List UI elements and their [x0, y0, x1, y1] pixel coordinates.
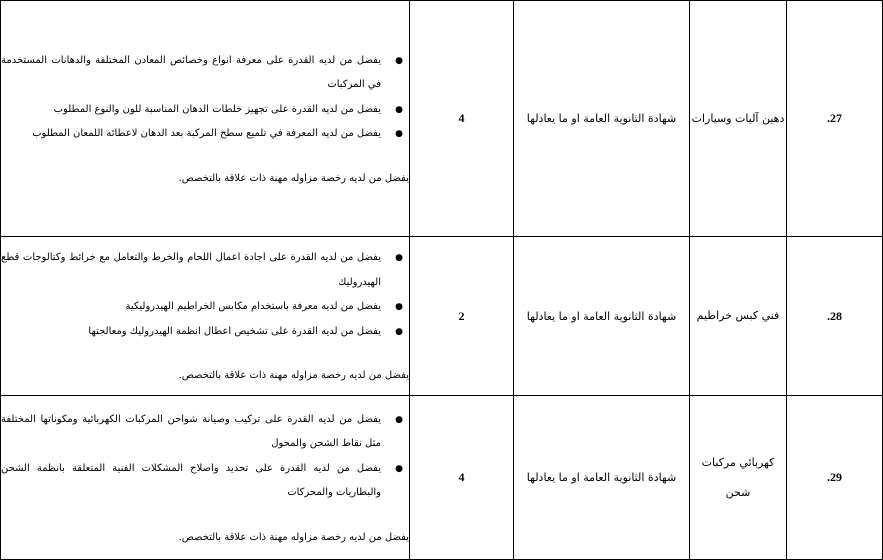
bullet-icon: ●	[395, 104, 403, 115]
list-item: ● يفضل من لديه القدرة على اجادة اعمال اللحام والخرط والتعامل مع خرائط وكتالوجات قطع الهيدروليك	[1, 246, 381, 295]
bullet-icon: ●	[395, 463, 403, 474]
education-requirement: شهادة الثانوية العامة او ما يعادلها	[514, 237, 690, 396]
requirements-cell	[1, 237, 410, 396]
requirements-list	[1, 246, 409, 344]
job-title: دهين آليات وسيارات	[690, 1, 787, 237]
list-item: ● يفضل من لديه القدرة على معرفة انواع وخصائص المعادن المختلفة والدهانات المستخدمة في المركبات	[1, 49, 381, 98]
bullet-icon: ●	[395, 302, 403, 312]
education-requirement: شهادة الثانوية العامة او ما يعادلها	[514, 1, 690, 237]
row-number: .27	[787, 1, 883, 237]
job-title: كهربائي مركبات شحن	[690, 396, 787, 560]
bullet-icon: ●	[395, 326, 403, 337]
row-number: .29	[787, 396, 883, 560]
license-note: يفضل من لديه رخصة مزاوله مهنة ذات علاقة بالتخصص.	[178, 172, 409, 184]
list-item: ● يفضل من لديه المعرفة في تلميع سطح المركبة بعد الدهان لاعطائه اللمعان المطلوب	[1, 122, 381, 147]
requirements-list	[1, 49, 409, 147]
list-item: ● يفضل من لديه القدرة على تشخيص اعطال انظمة الهيدروليك ومعالجتها	[1, 320, 381, 345]
requirements-cell	[1, 396, 410, 560]
bullet-icon: ●	[395, 414, 403, 425]
table-row	[1, 1, 883, 237]
requirements-list	[1, 408, 409, 506]
job-title: فني كبس خراطيم	[690, 237, 787, 396]
requirements-cell	[1, 1, 410, 237]
education-requirement: شهادة الثانوية العامة او ما يعادلها	[514, 396, 690, 560]
bullet-icon: ●	[395, 129, 403, 139]
position-count: 2	[410, 237, 514, 396]
bullet-icon: ●	[395, 55, 403, 66]
table-row	[1, 396, 883, 560]
position-count: 4	[410, 396, 514, 560]
license-note: يفضل من لديه رخصة مزاوله مهنة ذات علاقة بالتخصص.	[178, 370, 409, 381]
position-count: 4	[410, 1, 514, 237]
list-item: ● يفضل من لديه القدرة على تحديد واصلاح المشكلات الفنية المتعلقة بانظمة الشحن والبطاريات والمحركات	[1, 457, 381, 506]
list-item: ● يفضل من لديه القدرة على تجهيز خلطات الدهان المناسبة للون والنوع المطلوب	[1, 98, 381, 123]
bullet-icon: ●	[395, 253, 403, 263]
row-number: .28	[787, 237, 883, 396]
list-item: ● يفضل من لديه القدرة على تركيب وصيانة شواحن المركبات الكهربائية ومكوناتها المختلفة مثل نقاط الشحن والمحول	[1, 408, 381, 457]
list-item: ● يفضل من لديه معرفة باستخدام مكابس الخراطيم الهيدروليكية	[1, 295, 381, 320]
license-note: يفضل من لديه رخصة مزاوله مهنة ذات علاقة بالتخصص.	[178, 531, 409, 543]
table-row	[1, 237, 883, 396]
